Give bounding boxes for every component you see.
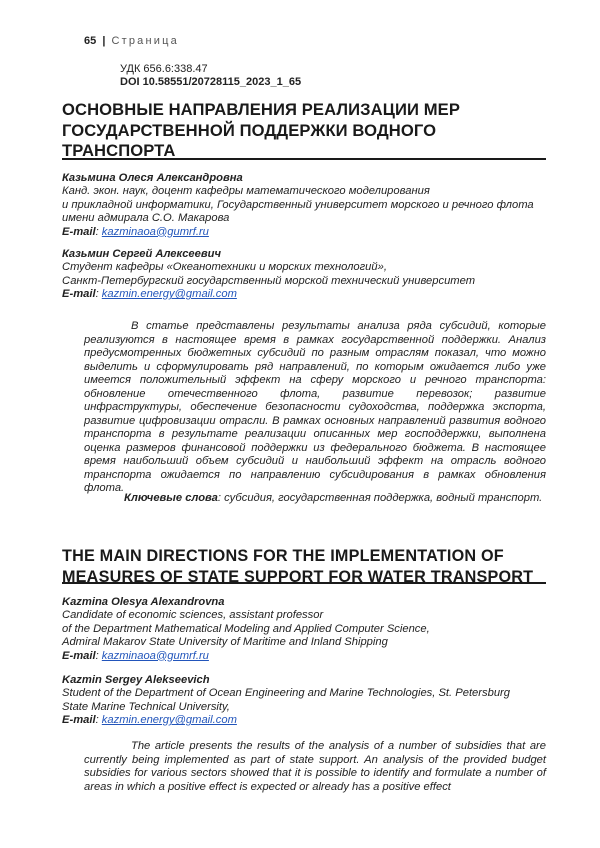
email-row: E-mail: kazmin.energy@gmail.com — [62, 714, 237, 727]
email-row: E-mail: kazminaoa@gumrf.ru — [62, 649, 209, 662]
email-link[interactable]: kazmin.energy@gmail.com — [101, 288, 237, 301]
title-rule-en — [62, 582, 546, 584]
article-title-en: THE MAIN DIRECTIONS FOR THE IMPLEMENTATION OF MEASURES OF STATE SUPPORT FOR WATER TRANSPORT — [62, 547, 534, 586]
keywords-text: : субсидия, государственная поддержка, водный транспорт. — [217, 492, 543, 504]
email-row: E-mail: kazminaoa@gumrf.ru — [62, 225, 209, 238]
author-ru-2 — [62, 248, 546, 302]
abstract-en: The article presents the results of the analysis of a number of subsidies that are currently being implemented as part of state support. An analysis of the provided budget subsidies for various sectors showed that it is possible to identify and formulate a number of areas in which a positive effect is expected or already has a positive effect — [84, 740, 546, 793]
affiliation-line: Student of the Department of Ocean Engineering and Marine Technologies, St. Petersburg — [62, 687, 510, 700]
udc-code: УДК 656.6:338.47 — [120, 63, 208, 75]
abstract-ru: В статье представлены результаты анализа ряда субсидий, которые реализуются в настоящее время в рамках государственной поддержки. Анализ предусмотренных бюджетных субсидий по разным отраслям показал, что можно выделить и сформулировать ряд направлений, по которым ожидается либо уже имеется положительный эффект на сферу морского и речного транспорта: обновление отечественного флота, развитие перевозок; развитие инфраструктуры, обеспечение безопасности судоходства, поддержка экспорта, развитие цифровизации отрасли. В рамках основных направлений развития водного транспорта в результате реализации описанных мер господдержки, выполнена оценка размеров финансовой поддержки из федерального бюджета. В настоящее время наибольший объем субсидий и наибольший эффект на отрасль водного транспорта ожидается по направлению субсидирования в рамках обновления флота. — [84, 320, 546, 494]
affiliation-line: Санкт-Петербургский государственный морской технический университет — [62, 274, 476, 287]
affiliation-line: Канд. экон. наук, доцент кафедры математического моделирования — [62, 185, 430, 198]
email-row: E-mail: kazmin.energy@gmail.com — [62, 288, 237, 301]
doi-code: DOI 10.58551/20728115_2023_1_65 — [120, 76, 302, 88]
email-link[interactable]: kazminaoa@gumrf.ru — [101, 225, 209, 238]
email-link[interactable]: kazminaoa@gumrf.ru — [101, 649, 209, 662]
author-name: Kazmin Sergey Alekseevich — [62, 674, 210, 686]
affiliation-line: State Marine Technical University, — [62, 700, 230, 713]
author-name: Kazmina Olesya Alexandrovna — [62, 596, 225, 608]
author-ru-1 — [62, 172, 546, 239]
email-label: E-mail — [62, 714, 96, 727]
keywords-label: Ключевые слова — [124, 492, 218, 504]
author-en-1 — [62, 596, 546, 663]
page-number: 65 — [84, 35, 97, 47]
keywords-ru — [84, 492, 546, 506]
author-name: Казьмина Олеся Александровна — [62, 172, 243, 184]
email-label: E-mail — [62, 288, 96, 301]
affiliation-line: и прикладной информатики, Государственный университет морского и речного флота — [62, 198, 534, 211]
affiliation-line: of the Department Mathematical Modeling and Applied Computer Science, — [62, 622, 430, 635]
email-label: E-mail — [62, 649, 96, 662]
article-title-ru: ОСНОВНЫЕ НАПРАВЛЕНИЯ РЕАЛИЗАЦИИ МЕР ГОСУДАРСТВЕННОЙ ПОДДЕРЖКИ ВОДНОГО ТРАНСПОРТА — [62, 100, 460, 160]
email-label: E-mail — [62, 225, 96, 238]
title-rule-ru — [62, 158, 546, 160]
author-name: Казьмин Сергей Алексеевич — [62, 248, 221, 260]
affiliation-line: имени адмирала С.О. Макарова — [62, 212, 230, 225]
affiliation-line: Admiral Makarov State University of Maritime and Inland Shipping — [62, 636, 388, 649]
email-link[interactable]: kazmin.energy@gmail.com — [101, 714, 237, 727]
affiliation-line: Студент кафедры «Океанотехники и морских технологий», — [62, 261, 387, 274]
author-en-2 — [62, 674, 546, 728]
running-header — [84, 35, 179, 47]
page-word: Страница — [111, 35, 179, 47]
header-separator: | — [102, 35, 106, 47]
affiliation-line: Candidate of economic sciences, assistant professor — [62, 609, 324, 622]
